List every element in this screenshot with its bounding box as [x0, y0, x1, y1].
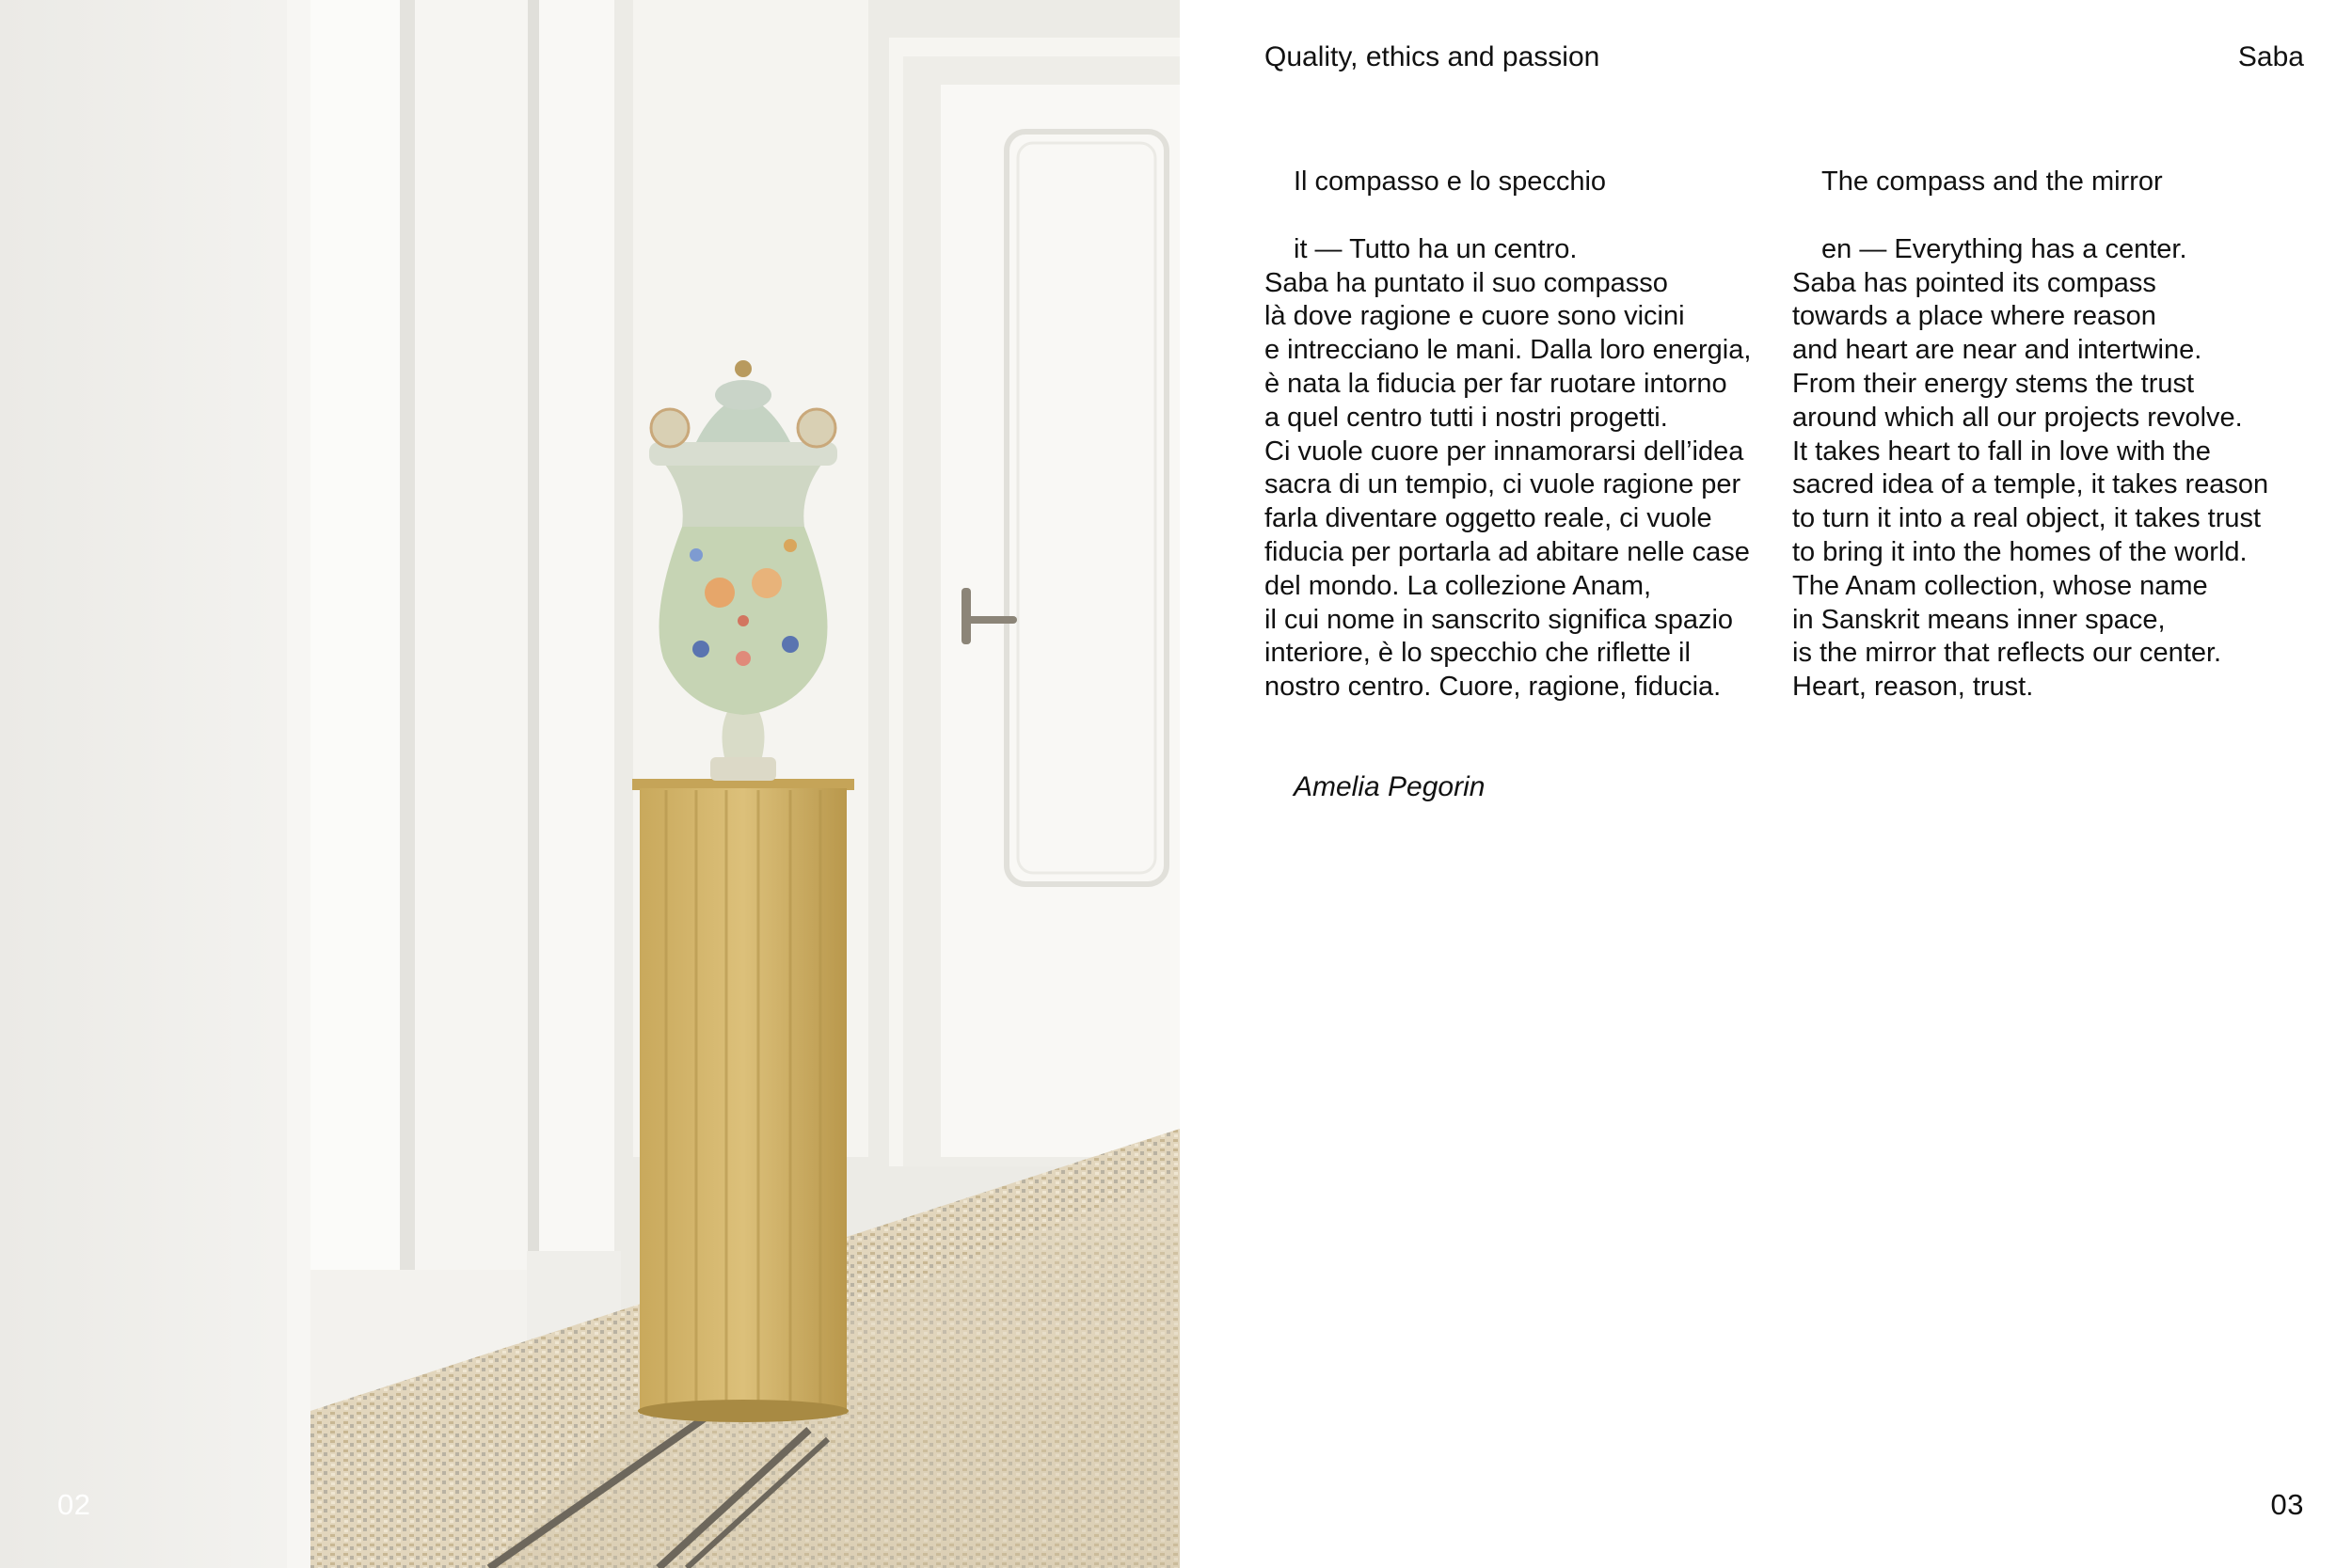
italian-column	[1264, 166, 1791, 705]
page-number-left: 02	[57, 1488, 91, 1521]
section-title: Quality, ethics and passion	[1264, 41, 1600, 72]
english-lead: en — Everything has a center.	[1821, 233, 2187, 264]
page-number-right: 03	[2270, 1488, 2304, 1521]
italian-body: Saba ha puntato il suo compasso là dove ragione e cuore sono vicini e intrecciano le mani. Dalla loro energia, è nata la fiducia per far ruotare intorno a quel centro tutti i nostri progetti. Ci vuole cuore per innamorarsi dell’idea sacra di un tempio, ci vuole ragione per farla diventare oggetto reale, ci vuole fiducia per portarla ad abitare nelle case del mondo. La collezione Anam, il cui nome in sanscrito significa spazio interiore, è lo specchio che riflette il nostro centro. Cuore, ragione, fiducia.	[1264, 267, 1752, 703]
brand-name: Saba	[2237, 41, 2304, 72]
author-signature: Amelia Pegorin	[1294, 771, 1486, 802]
english-body: Saba has pointed its compass towards a place where reason and heart are near and intertwine. From their energy stems the trust around which all our projects revolve. It takes heart to fall in love with the sacred idea of a temple, it takes reason to turn it into a real object, it takes trust to bring it into the homes of the world. The Anam collection, whose name in Sanskrit means inner space, is the mirror that reflects our center. Heart, reason, trust.	[1792, 267, 2269, 703]
italian-lead: it — Tutto ha un centro.	[1294, 233, 1578, 264]
english-title: The compass and the mirror	[1821, 166, 2163, 197]
italian-title: Il compasso e lo specchio	[1294, 166, 1607, 197]
english-column	[1792, 166, 2319, 705]
